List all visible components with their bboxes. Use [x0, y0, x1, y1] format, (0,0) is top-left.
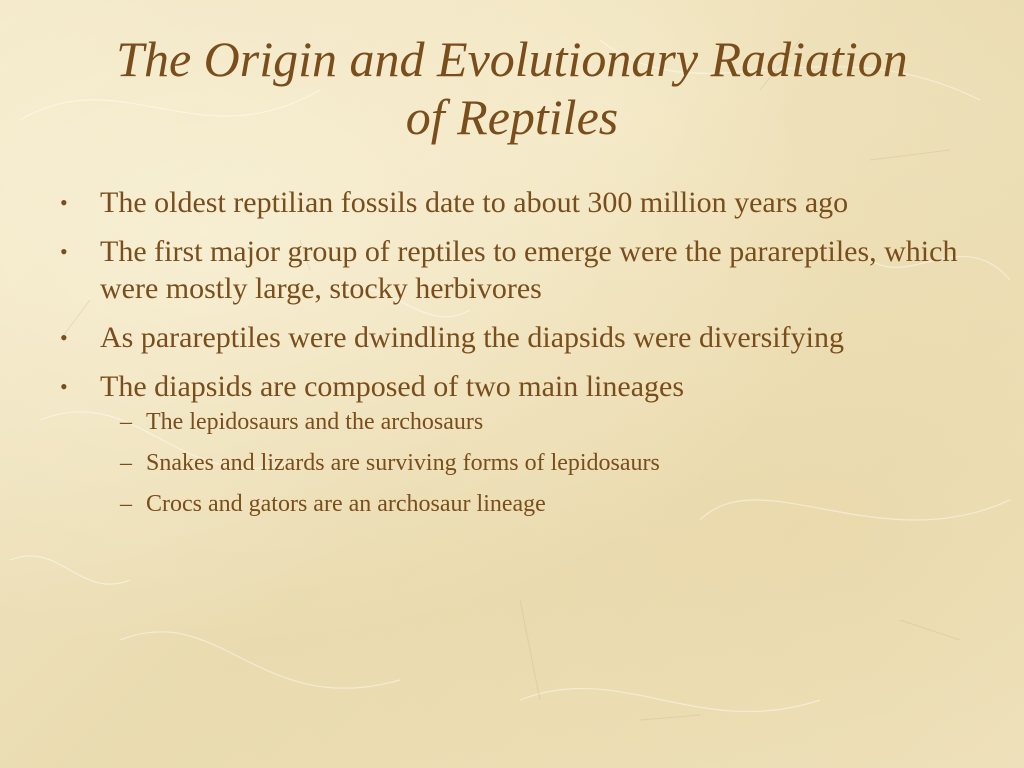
- bullet-icon: •: [60, 190, 68, 215]
- sub-bullet-text: Crocs and gators are an archosaur lineage: [146, 491, 546, 517]
- dash-icon: –: [120, 409, 132, 435]
- dash-icon: –: [120, 450, 132, 476]
- bullet-item: [58, 184, 978, 221]
- sub-bullet-item: [100, 407, 978, 437]
- bullet-text: As parareptiles were dwindling the diapsids were diversifying: [100, 321, 844, 354]
- slide-title-line-2: of Reptiles: [405, 89, 619, 145]
- bullet-text: The oldest reptilian fossils date to about 300 million years ago: [100, 186, 849, 219]
- bullet-item: [58, 233, 978, 307]
- slide-title-line-1: The Origin and Evolutionary Radiation: [116, 31, 908, 87]
- bullet-icon: •: [60, 374, 68, 399]
- bullet-text: The first major group of reptiles to emerge were the parareptiles, which were mostly large, stocky herbivores: [100, 235, 958, 305]
- bullet-item: [58, 368, 978, 519]
- bullet-text: The diapsids are composed of two main lineages: [100, 370, 685, 403]
- sub-bullet-item: [100, 489, 978, 519]
- sub-bullet-text: Snakes and lizards are surviving forms of lepidosaurs: [146, 450, 660, 476]
- dash-icon: –: [120, 491, 132, 517]
- bullet-list: [58, 184, 978, 519]
- bullet-item: [58, 319, 978, 356]
- slide-body: [58, 184, 978, 531]
- sub-bullet-text: The lepidosaurs and the archosaurs: [146, 409, 484, 435]
- sub-bullet-item: [100, 448, 978, 478]
- bullet-icon: •: [60, 325, 68, 350]
- sub-bullet-list: [100, 407, 978, 519]
- bullet-icon: •: [60, 239, 68, 264]
- slide-title: [60, 30, 964, 146]
